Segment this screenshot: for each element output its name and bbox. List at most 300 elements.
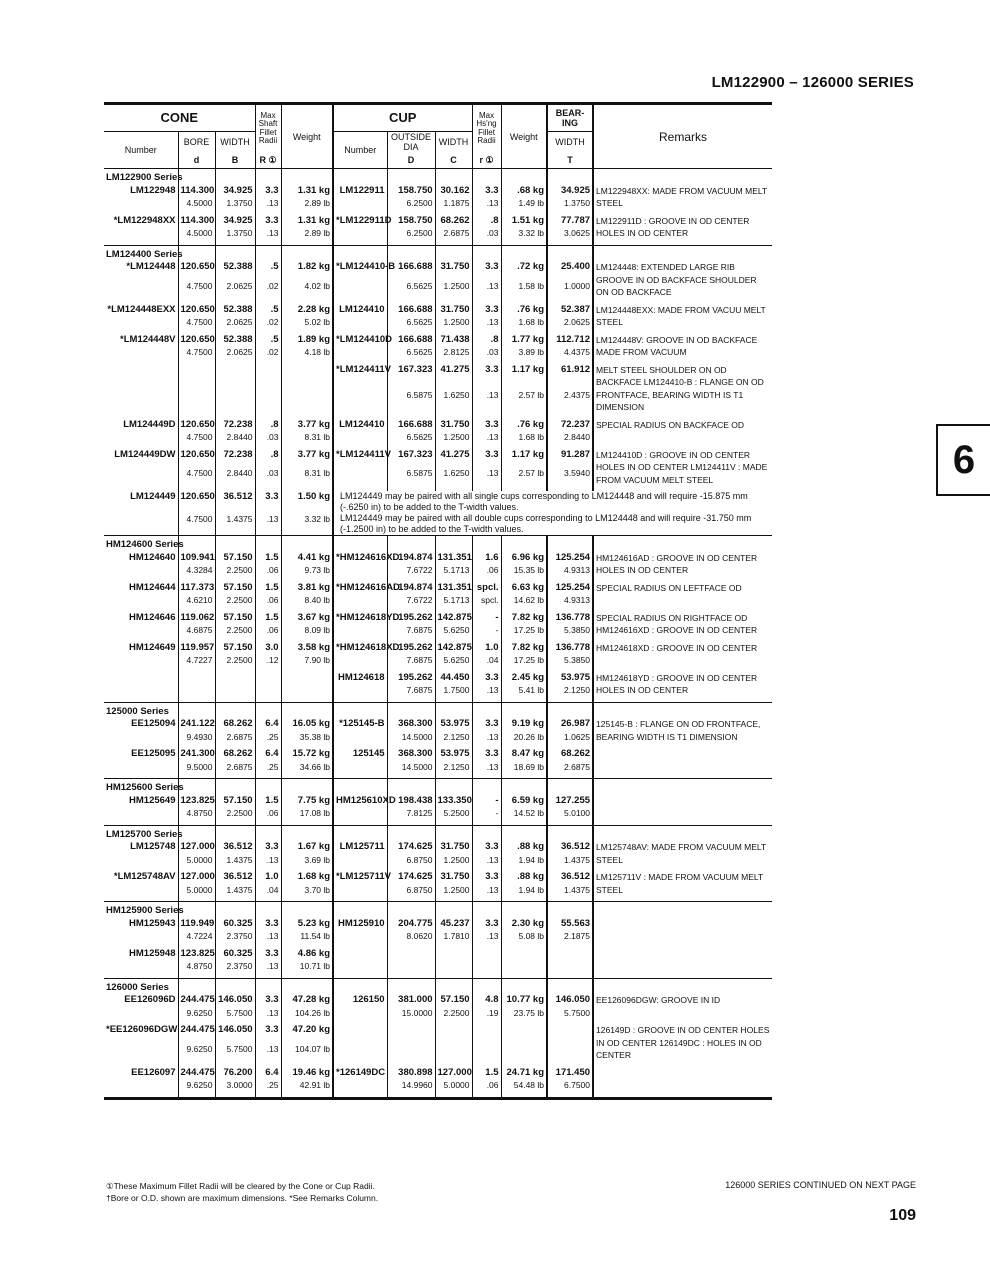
r-header: r ① bbox=[472, 152, 501, 169]
table-row bbox=[104, 918, 772, 931]
inch-value: .04 bbox=[255, 884, 281, 897]
cone-part-number: LM124449D bbox=[123, 418, 176, 430]
inch-value: 2.2500 bbox=[215, 624, 255, 637]
metric-value bbox=[281, 672, 333, 685]
metric-value: 1.51 kg bbox=[501, 215, 547, 228]
inch-value: 4.8750 bbox=[178, 807, 215, 820]
inch-value: 14.5000 bbox=[387, 761, 435, 774]
metric-value: .8 bbox=[255, 449, 281, 468]
footnote-bore: †Bore or O.D. shown are maximum dimensions. *See Remarks Column. bbox=[106, 1193, 379, 1203]
spacer-cell bbox=[178, 702, 215, 718]
spacer-cell bbox=[472, 536, 501, 552]
spacer-cell bbox=[215, 245, 255, 261]
C-header: C bbox=[435, 152, 472, 169]
metric-value: 3.3 bbox=[255, 491, 281, 513]
inch-value: 6.5875 bbox=[387, 467, 435, 486]
metric-value: 146.050 bbox=[215, 1024, 255, 1043]
cup-part-number: LM124410 bbox=[333, 304, 387, 329]
metric-value: 3.3 bbox=[472, 672, 501, 685]
inch-value: 1.68 lb bbox=[501, 316, 547, 329]
spacer-cell bbox=[104, 1092, 178, 1099]
inch-value: 11.54 lb bbox=[281, 930, 333, 943]
inch-value: 1.3750 bbox=[215, 197, 255, 210]
max-hsng-header: Max Hs'ng Fillet Radii bbox=[472, 104, 501, 153]
inch-value bbox=[255, 389, 281, 414]
metric-value: 114.300 bbox=[178, 185, 215, 198]
metric-value: 1.0 bbox=[472, 642, 501, 655]
metric-value: 368.300 bbox=[387, 718, 435, 731]
metric-value: .68 kg bbox=[501, 185, 547, 198]
metric-value: 72.237 bbox=[547, 419, 593, 432]
metric-value: 119.062 bbox=[178, 612, 215, 625]
metric-value: 10.77 kg bbox=[501, 994, 547, 1007]
cup-part-number: *HM124616XD bbox=[333, 552, 387, 577]
inch-value: 1.94 lb bbox=[501, 884, 547, 897]
inch-value: 2.2500 bbox=[435, 1007, 472, 1020]
table-row bbox=[104, 1067, 772, 1080]
metric-value: 119.957 bbox=[178, 642, 215, 655]
spacer-cell bbox=[281, 902, 333, 918]
metric-value: 36.512 bbox=[547, 841, 593, 854]
inch-value: 2.8440 bbox=[215, 431, 255, 444]
metric-value: 5.23 kg bbox=[281, 918, 333, 931]
inch-value: .13 bbox=[255, 854, 281, 867]
spacer-cell bbox=[593, 902, 772, 918]
metric-value: 72.238 bbox=[215, 419, 255, 432]
spacer-cell bbox=[435, 825, 472, 841]
metric-value: 1.6 bbox=[472, 552, 501, 565]
inch-value: 2.2500 bbox=[215, 807, 255, 820]
series-title: HM124600 Series bbox=[106, 539, 184, 550]
inch-value: 7.8125 bbox=[387, 807, 435, 820]
series-group bbox=[104, 245, 772, 536]
metric-value: 133.350 bbox=[435, 795, 472, 808]
spacer-cell bbox=[387, 978, 435, 994]
inch-value: 2.2500 bbox=[215, 594, 255, 607]
metric-value: 3.3 bbox=[472, 185, 501, 198]
metric-value: 194.874 bbox=[387, 582, 435, 595]
spacer-cell bbox=[387, 245, 435, 261]
metric-value: 68.262 bbox=[435, 215, 472, 228]
remarks-text: SPECIAL RADIUS ON RIGHTFACE OD HM124616XD : GROOVE IN OD CENTER bbox=[593, 612, 772, 637]
metric-value: 7.75 kg bbox=[281, 795, 333, 808]
metric-value bbox=[547, 1024, 593, 1043]
metric-value: 166.688 bbox=[387, 304, 435, 317]
inch-value: 6.7500 bbox=[547, 1079, 593, 1092]
series-title: HM125600 Series bbox=[106, 782, 184, 793]
inch-value: 9.4930 bbox=[178, 731, 215, 744]
inch-value: 1.0625 bbox=[547, 731, 593, 744]
metric-value: 2.45 kg bbox=[501, 672, 547, 685]
spacer-cell bbox=[281, 702, 333, 718]
metric-value: 127.000 bbox=[178, 841, 215, 854]
spacer-cell bbox=[387, 779, 435, 795]
metric-value: 3.3 bbox=[472, 871, 501, 884]
cup-part-number: 126150 bbox=[333, 994, 387, 1019]
cone-part-number: HM125943 bbox=[129, 917, 176, 929]
inch-value: 4.4375 bbox=[547, 346, 593, 359]
metric-value: 1.77 kg bbox=[501, 334, 547, 347]
inch-value: 9.6250 bbox=[178, 1007, 215, 1020]
cone-part-number: HM124649 bbox=[129, 641, 176, 653]
cone-part-number: HM124640 bbox=[129, 551, 176, 563]
spacer-cell bbox=[472, 978, 501, 994]
metric-value: 44.450 bbox=[435, 672, 472, 685]
metric-value: 127.255 bbox=[547, 795, 593, 808]
inch-value: .13 bbox=[472, 197, 501, 210]
D-header: D bbox=[387, 152, 435, 169]
metric-value: 120.650 bbox=[178, 491, 215, 513]
table-row bbox=[104, 795, 772, 808]
remarks-text: LM124448V: GROOVE IN OD BACKFACE MADE FROM VACUUM bbox=[593, 334, 772, 359]
spacer-cell bbox=[255, 245, 281, 261]
inch-value: 5.3850 bbox=[547, 624, 593, 637]
inch-value: 8.0620 bbox=[387, 930, 435, 943]
cup-part-number: LM124410 bbox=[333, 419, 387, 444]
inch-value: 3.69 lb bbox=[281, 854, 333, 867]
inch-value: 5.0000 bbox=[178, 884, 215, 897]
remarks-header: Remarks bbox=[593, 104, 772, 169]
bearing-header: BEAR-ING bbox=[547, 104, 593, 132]
inch-value: 4.7224 bbox=[178, 930, 215, 943]
spacer-cell bbox=[387, 169, 435, 185]
inch-value: 7.6875 bbox=[387, 654, 435, 667]
metric-value: 194.874 bbox=[387, 552, 435, 565]
remarks-text: LM122911D : GROOVE IN OD CENTER HOLES IN OD CENTER bbox=[593, 215, 772, 240]
inch-value: 14.52 lb bbox=[501, 807, 547, 820]
inch-value: 2.0625 bbox=[547, 316, 593, 329]
metric-value: 368.300 bbox=[387, 748, 435, 761]
inch-value: .13 bbox=[255, 227, 281, 240]
metric-value: 166.688 bbox=[387, 334, 435, 347]
spacer-cell bbox=[215, 536, 255, 552]
bore-header: BORE bbox=[178, 132, 215, 153]
table-row bbox=[104, 841, 772, 854]
inch-value bbox=[178, 389, 215, 414]
remarks-text bbox=[593, 1067, 772, 1092]
metric-value: .5 bbox=[255, 261, 281, 280]
remarks-text: LM124410D : GROOVE IN OD CENTER HOLES IN OD CENTER LM124411V : MADE FROM VACUUM MELT STEEL bbox=[593, 449, 772, 487]
inch-value: 4.7500 bbox=[178, 431, 215, 444]
cone-part-number: LM124449DW bbox=[114, 448, 176, 460]
metric-value: 120.650 bbox=[178, 449, 215, 468]
metric-value: 244.475 bbox=[178, 1024, 215, 1043]
cone-part-number: *LM124448 bbox=[126, 261, 176, 272]
cup-part-number bbox=[333, 1024, 387, 1062]
table-row bbox=[104, 215, 772, 228]
metric-value: 60.325 bbox=[215, 948, 255, 961]
cup-part-number: HM124618 bbox=[333, 672, 387, 697]
spacer-cell bbox=[501, 779, 547, 795]
metric-value: 53.975 bbox=[435, 748, 472, 761]
spacer-cell bbox=[255, 779, 281, 795]
inch-value: 9.6250 bbox=[178, 1079, 215, 1092]
inch-value: 6.5875 bbox=[387, 389, 435, 414]
remarks-text: MELT STEEL SHOULDER ON OD BACKFACE LM124410-B : FLANGE ON OD FRONTFACE, BEARING WIDTH IS T1 DIMENSION bbox=[593, 364, 772, 414]
table-row bbox=[104, 261, 772, 280]
metric-value: 31.750 bbox=[435, 304, 472, 317]
spacer-cell bbox=[333, 1092, 387, 1099]
cone-part-number: *LM124448EXX bbox=[107, 303, 176, 315]
spacer-cell bbox=[435, 978, 472, 994]
inch-value: 15.35 lb bbox=[501, 564, 547, 577]
metric-value: 8.47 kg bbox=[501, 748, 547, 761]
outside-dia-header: OUTSIDE DIA bbox=[387, 132, 435, 153]
series-title: 126000 Series bbox=[106, 981, 169, 993]
inch-value: 10.71 lb bbox=[281, 960, 333, 973]
inch-value bbox=[547, 960, 593, 973]
metric-value: 1.5 bbox=[255, 582, 281, 595]
spacer-cell bbox=[547, 902, 593, 918]
cup-number-header: Number bbox=[333, 132, 387, 169]
metric-value: 31.750 bbox=[435, 871, 472, 884]
metric-value: 241.122 bbox=[178, 718, 215, 731]
inch-value: 2.2500 bbox=[215, 564, 255, 577]
metric-value: 136.778 bbox=[547, 642, 593, 655]
metric-value: 123.825 bbox=[178, 948, 215, 961]
metric-value: 3.3 bbox=[472, 419, 501, 432]
metric-value: 1.67 kg bbox=[281, 841, 333, 854]
max-shaft-header: Max Shaft Fillet Radii bbox=[255, 104, 281, 153]
metric-value: 31.750 bbox=[435, 841, 472, 854]
metric-value: 174.625 bbox=[387, 871, 435, 884]
metric-value: 3.3 bbox=[255, 948, 281, 961]
spacer-cell bbox=[547, 536, 593, 552]
cone-part-number: EE125095 bbox=[131, 748, 176, 759]
metric-value: 3.3 bbox=[255, 1024, 281, 1043]
cone-number-header: Number bbox=[124, 145, 157, 155]
inch-value: .13 bbox=[472, 467, 501, 486]
spacer-cell bbox=[547, 702, 593, 718]
inch-value: 2.3750 bbox=[215, 930, 255, 943]
metric-value: 91.287 bbox=[547, 449, 593, 468]
cone-part-number: HM125649 bbox=[129, 794, 176, 806]
cup-part-number: *HM124618XD bbox=[333, 642, 387, 667]
inch-value: 6.5625 bbox=[387, 316, 435, 329]
inch-value: 4.7500 bbox=[178, 280, 215, 299]
bearing-width-header: WIDTH bbox=[547, 132, 593, 153]
inch-value: 1.6250 bbox=[435, 467, 472, 486]
metric-value: 45.237 bbox=[435, 918, 472, 931]
metric-value: 1.0 bbox=[255, 871, 281, 884]
spacer-cell bbox=[593, 1092, 772, 1099]
cone-part-number: *EE126096DGW bbox=[106, 1024, 178, 1035]
inch-value: 5.0000 bbox=[178, 854, 215, 867]
metric-value: 36.512 bbox=[547, 871, 593, 884]
metric-value: 127.000 bbox=[178, 871, 215, 884]
inch-value: 1.0000 bbox=[547, 280, 593, 299]
cup-part-number: *126149DC bbox=[333, 1067, 387, 1092]
inch-value: 1.94 lb bbox=[501, 854, 547, 867]
inch-value: 1.4375 bbox=[215, 884, 255, 897]
metric-value: spcl. bbox=[472, 582, 501, 595]
inch-value: .13 bbox=[472, 761, 501, 774]
metric-value: 3.3 bbox=[472, 841, 501, 854]
metric-value: 3.3 bbox=[472, 918, 501, 931]
metric-value bbox=[255, 672, 281, 685]
metric-value: 6.96 kg bbox=[501, 552, 547, 565]
inch-value: 5.7500 bbox=[215, 1043, 255, 1062]
inch-value: 54.48 lb bbox=[501, 1079, 547, 1092]
inch-value: 6.2500 bbox=[387, 227, 435, 240]
inch-value bbox=[281, 684, 333, 697]
series-title: LM124400 Series bbox=[106, 248, 183, 260]
spacer-cell bbox=[178, 825, 215, 841]
metric-value: 6.4 bbox=[255, 718, 281, 731]
inch-value: .13 bbox=[255, 1007, 281, 1020]
inch-value: 5.3850 bbox=[547, 654, 593, 667]
inch-value: 4.18 lb bbox=[281, 346, 333, 359]
remarks-text bbox=[593, 948, 772, 973]
cone-part-number: HM124646 bbox=[129, 611, 176, 623]
pairing-note: LM124449 may be paired with all double cups corresponding to LM124448 and will require -31.750 mm (-1.2500 in) to be added to the T-width values. bbox=[333, 513, 772, 536]
inch-value: spcl. bbox=[472, 594, 501, 607]
inch-value: 4.7500 bbox=[178, 316, 215, 329]
inch-value bbox=[501, 1043, 547, 1062]
metric-value: 53.975 bbox=[435, 718, 472, 731]
metric-value: 114.300 bbox=[178, 215, 215, 228]
table-row bbox=[104, 642, 772, 655]
inch-value: 2.1250 bbox=[547, 684, 593, 697]
metric-value: 2.30 kg bbox=[501, 918, 547, 931]
metric-value: 1.5 bbox=[255, 552, 281, 565]
spacer-cell bbox=[281, 978, 333, 994]
metric-value: 53.975 bbox=[547, 672, 593, 685]
metric-value bbox=[215, 672, 255, 685]
cone-weight-header: Weight bbox=[281, 104, 333, 169]
metric-value: 25.400 bbox=[547, 261, 593, 280]
spacer-cell bbox=[281, 536, 333, 552]
inch-value: 2.0625 bbox=[215, 316, 255, 329]
spacer-cell bbox=[387, 902, 435, 918]
inch-value bbox=[547, 1043, 593, 1062]
metric-value: 131.351 bbox=[435, 582, 472, 595]
inch-value: 2.57 lb bbox=[501, 467, 547, 486]
metric-value: 166.688 bbox=[387, 261, 435, 280]
spacer-cell bbox=[387, 1092, 435, 1099]
cone-part-number: LM124449 bbox=[130, 491, 176, 502]
metric-value: 3.3 bbox=[472, 304, 501, 317]
spacer-cell bbox=[435, 779, 472, 795]
metric-value: 31.750 bbox=[435, 261, 472, 280]
cup-part-number: LM122911 bbox=[333, 185, 387, 210]
inch-value: .03 bbox=[255, 467, 281, 486]
inch-value: 5.1713 bbox=[435, 564, 472, 577]
inch-value: 2.1250 bbox=[435, 731, 472, 744]
metric-value: 158.750 bbox=[387, 185, 435, 198]
metric-value bbox=[435, 948, 472, 961]
inch-value: .13 bbox=[255, 1043, 281, 1062]
inch-value bbox=[215, 389, 255, 414]
inch-value: 6.5625 bbox=[387, 346, 435, 359]
inch-value: 2.89 lb bbox=[281, 227, 333, 240]
inch-value: .02 bbox=[255, 280, 281, 299]
remarks-text: LM125711V : MADE FROM VACUUM MELT STEEL bbox=[593, 871, 772, 896]
inch-value: 4.5000 bbox=[178, 227, 215, 240]
spacer-cell bbox=[593, 536, 772, 552]
inch-value: 8.31 lb bbox=[281, 431, 333, 444]
inch-value: 17.25 lb bbox=[501, 624, 547, 637]
metric-value: 2.28 kg bbox=[281, 304, 333, 317]
metric-value: 125.254 bbox=[547, 552, 593, 565]
spacer-cell bbox=[387, 536, 435, 552]
inch-value bbox=[255, 684, 281, 697]
inch-value: 1.68 lb bbox=[501, 431, 547, 444]
table-row bbox=[104, 1024, 772, 1043]
inch-value: 2.2500 bbox=[215, 654, 255, 667]
metric-value: 6.63 kg bbox=[501, 582, 547, 595]
inch-value: 5.08 lb bbox=[501, 930, 547, 943]
cup-part-number: LM125711 bbox=[333, 841, 387, 866]
metric-value: 244.475 bbox=[178, 1067, 215, 1080]
metric-value: 57.150 bbox=[215, 795, 255, 808]
inch-value: 7.6722 bbox=[387, 564, 435, 577]
metric-value: .5 bbox=[255, 304, 281, 317]
spacer-cell bbox=[501, 978, 547, 994]
spacer-cell bbox=[472, 825, 501, 841]
spacer-cell bbox=[333, 245, 387, 261]
metric-value: 198.438 bbox=[387, 795, 435, 808]
inch-value: 3.70 lb bbox=[281, 884, 333, 897]
remarks-text: SPECIAL RADIUS ON LEFTFACE OD bbox=[593, 582, 772, 607]
inch-value: 6.5625 bbox=[387, 431, 435, 444]
inch-value: 2.8440 bbox=[547, 431, 593, 444]
metric-value: 3.3 bbox=[472, 261, 501, 280]
metric-value: 30.162 bbox=[435, 185, 472, 198]
metric-value: 3.3 bbox=[255, 994, 281, 1007]
spacer-cell bbox=[501, 825, 547, 841]
spacer-cell bbox=[547, 978, 593, 994]
table-row bbox=[104, 449, 772, 468]
inch-value: 15.0000 bbox=[387, 1007, 435, 1020]
inch-value bbox=[472, 960, 501, 973]
inch-value: 14.62 lb bbox=[501, 594, 547, 607]
metric-value: .88 kg bbox=[501, 871, 547, 884]
spacer-cell bbox=[281, 169, 333, 185]
inch-value: 5.1713 bbox=[435, 594, 472, 607]
metric-value: .72 kg bbox=[501, 261, 547, 280]
metric-value: 3.3 bbox=[255, 185, 281, 198]
metric-value: .8 bbox=[472, 334, 501, 347]
table-row bbox=[104, 718, 772, 731]
d-header: d bbox=[178, 152, 215, 169]
spacer-cell bbox=[215, 702, 255, 718]
series-group bbox=[104, 978, 772, 1098]
metric-value: 125.254 bbox=[547, 582, 593, 595]
metric-value: 68.262 bbox=[215, 718, 255, 731]
spacer-cell bbox=[435, 902, 472, 918]
inch-value: 35.38 lb bbox=[281, 731, 333, 744]
metric-value bbox=[472, 1024, 501, 1043]
spacer-cell bbox=[593, 978, 772, 994]
spacer-cell bbox=[472, 245, 501, 261]
inch-value: 42.91 lb bbox=[281, 1079, 333, 1092]
inch-value: .06 bbox=[472, 1079, 501, 1092]
table-row bbox=[104, 612, 772, 625]
metric-value: 3.3 bbox=[255, 215, 281, 228]
spacer-cell bbox=[255, 1092, 281, 1099]
inch-value: 3.89 lb bbox=[501, 346, 547, 359]
metric-value: 68.262 bbox=[547, 748, 593, 761]
metric-value: 195.262 bbox=[387, 612, 435, 625]
spacer-cell bbox=[501, 702, 547, 718]
metric-value: 127.000 bbox=[435, 1067, 472, 1080]
metric-value: 1.50 kg bbox=[281, 491, 333, 513]
inch-value: 7.90 lb bbox=[281, 654, 333, 667]
cone-part-number: *LM125748AV bbox=[113, 871, 176, 882]
inch-value: 1.4375 bbox=[547, 884, 593, 897]
table-row bbox=[104, 748, 772, 761]
